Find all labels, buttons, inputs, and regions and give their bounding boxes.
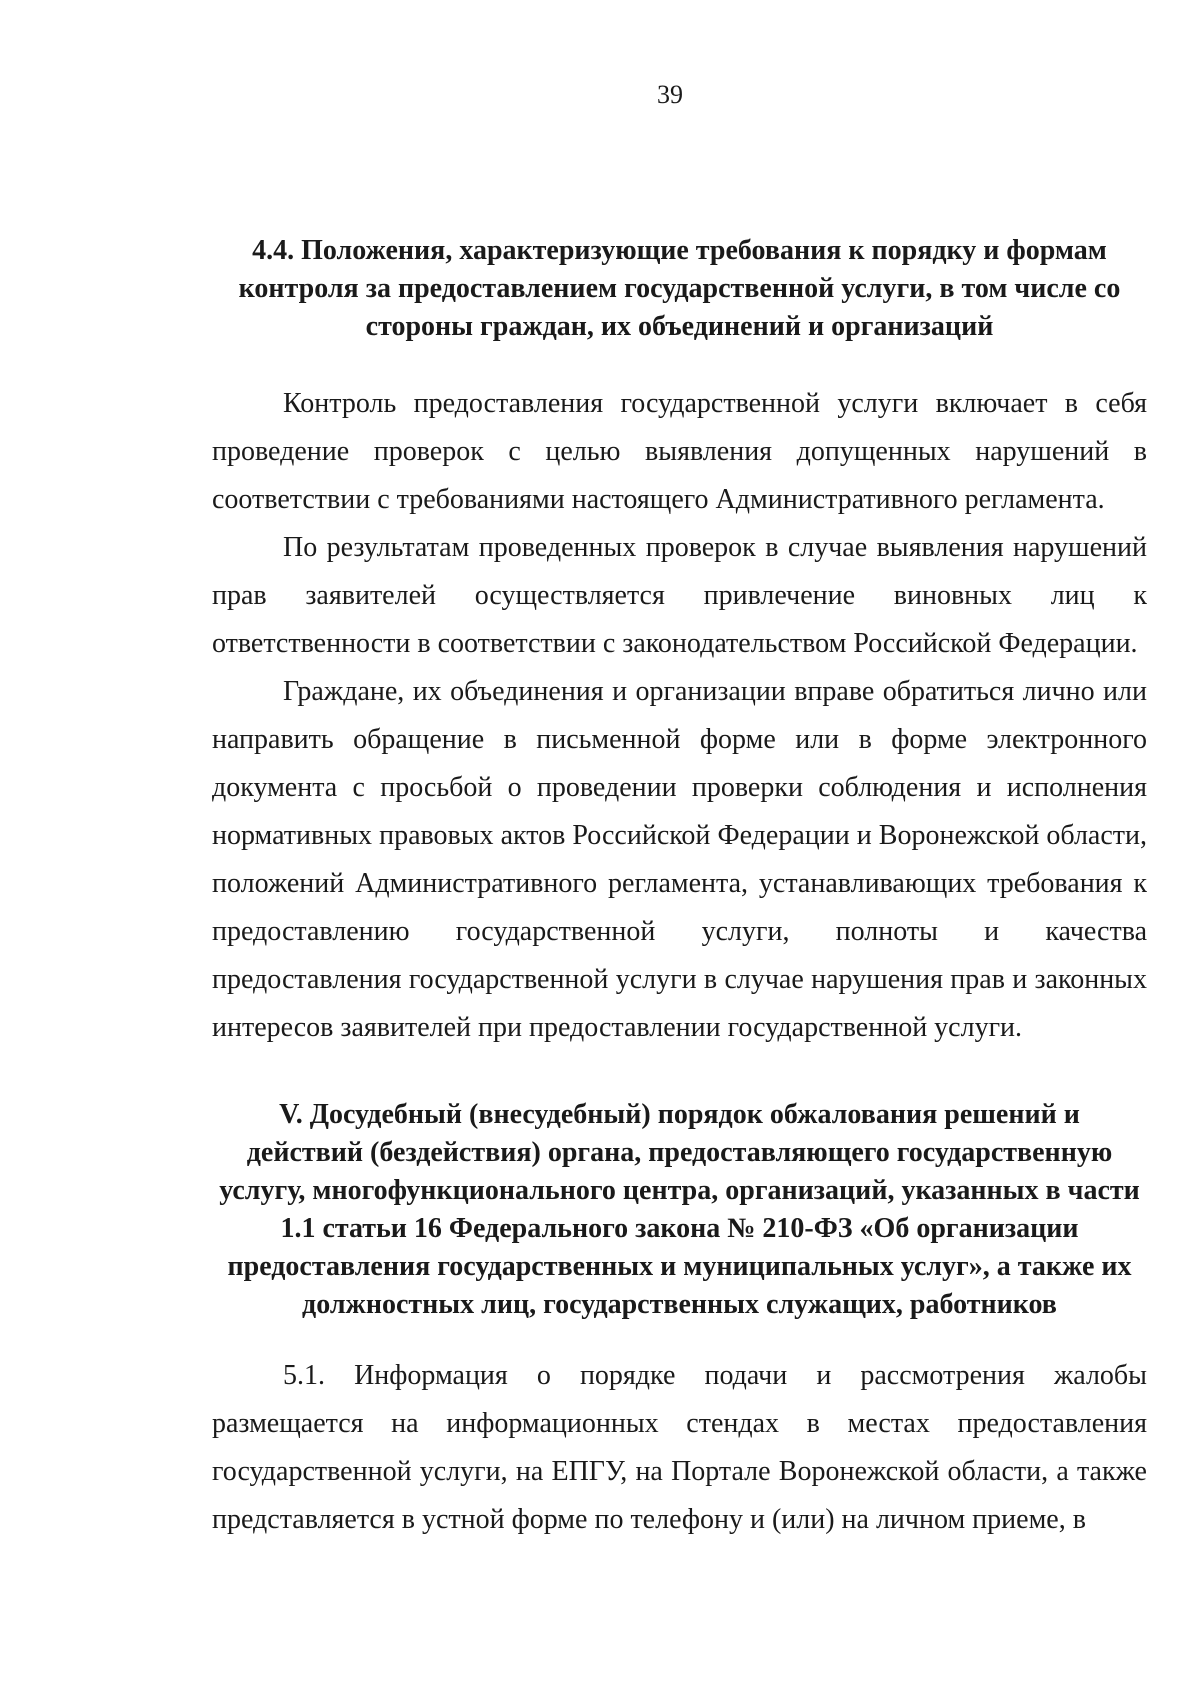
heading-line: 1.1 статьи 16 Федерального закона № 210-ФЗ «Об организации xyxy=(280,1213,1079,1244)
heading-line: стороны граждан, их объединений и организаций xyxy=(365,311,994,342)
paragraph-5-1: 5.1. Информация о порядке подачи и рассмотрения жалобы размещается на информационных стендах в местах предоставления государственной услуги, на ЕПГУ, на Портале Воронежской области, а также представляется в устной форме по телефону и (или) на личном приеме, в xyxy=(212,1360,1147,1535)
heading-line: услугу, многофункционального центра, организаций, указанных в части xyxy=(219,1175,1140,1206)
heading-line: должностных лиц, государственных служащих, работников xyxy=(302,1289,1057,1320)
section-5-heading xyxy=(212,1096,1147,1324)
heading-line: 4.4. Положения, характеризующие требования к порядку и формам xyxy=(252,235,1107,266)
heading-line: предоставления государственных и муниципальных услуг», а также их xyxy=(227,1251,1132,1282)
document-body xyxy=(212,232,1147,1544)
page-number: 39 xyxy=(657,80,683,109)
section-4-4-heading xyxy=(212,232,1147,346)
heading-line: контроля за предоставлением государственной услуги, в том числе со xyxy=(238,273,1121,304)
heading-line: V. Досудебный (внесудебный) порядок обжалования решений и xyxy=(279,1099,1080,1130)
heading-line: действий (бездействия) органа, предоставляющего государственную xyxy=(246,1137,1113,1168)
paragraph-citizens: Граждане, их объединения и организации вправе обратиться лично или направить обращение в письменной форме или в форме электронного документа с просьбой о проведении проверки соблюдения и исполнения нормативных правовых актов Российской Федерации и Воронежской области, положений Административного регламента, устанавливающих требования к предоставлению государственной услуги, полноты и качества предоставления государственной услуги в случае нарушения прав и законных интересов заявителей при предоставлении государственной услуги. xyxy=(212,676,1147,1043)
paragraph-control: Контроль предоставления государственной услуги включает в себя проведение проверок с целью выявления допущенных нарушений в соответствии с требованиями настоящего Административного регламента. xyxy=(212,388,1147,515)
paragraph-results: По результатам проведенных проверок в случае выявления нарушений прав заявителей осуществляется привлечение виновных лиц к ответственности в соответствии с законодательством Российской Федерации. xyxy=(212,532,1147,659)
